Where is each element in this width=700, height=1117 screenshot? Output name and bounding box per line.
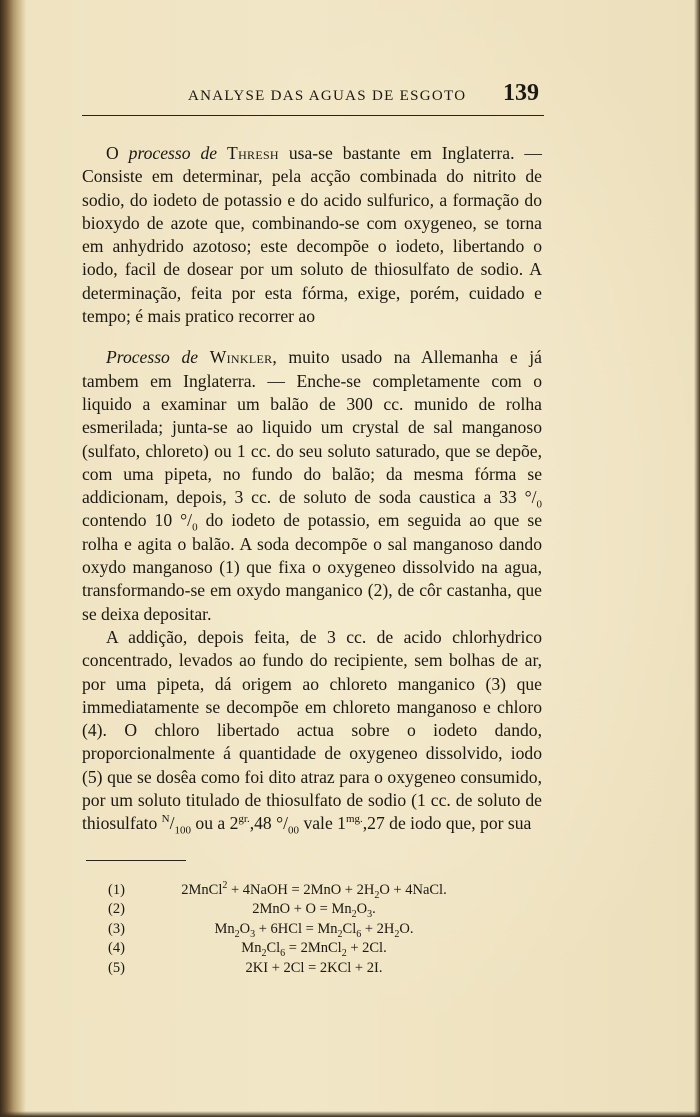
equation-part: Mn: [214, 920, 235, 937]
text-run: 0: [536, 498, 542, 511]
book-spine-shadow: [0, 0, 26, 1117]
equation-part: + 2H: [361, 920, 395, 937]
equation-part: 2KI + 2Cl = 2KCl + 2I.: [245, 959, 383, 976]
text-run: ou a 2: [191, 813, 239, 834]
text-run: N: [161, 813, 170, 826]
text-run: /: [169, 813, 175, 834]
equation-part: 6: [356, 928, 362, 940]
footnote-4: [108, 940, 488, 959]
text-run: Winkler: [209, 347, 273, 368]
text-run: 0: [192, 521, 198, 534]
text-run: Thresh: [227, 143, 279, 163]
equation-part: Mn: [241, 940, 262, 957]
equation-part: Cl: [266, 940, 281, 957]
equation-part: 2: [394, 928, 400, 940]
text-run: , muito usado na Allemanha e já tambem em Inglaterra. — Enche-se completamente com o liquido a examinar um balão de 300 cc. munido de rolha esmerilada; junta-se ao liquido um crystal de sal manganoso (sulfato, chloreto) ou 1 cc. do seu soluto saturado, que se depõe, com uma pipeta, no fundo do balão; da mesma fórma se addicionam, depois, 3 cc. de soluto de soda caustica a 33 °/: [82, 347, 542, 508]
footnote-3: [108, 921, 488, 940]
footnote-equation: [144, 882, 484, 899]
equation-part: O.: [399, 920, 414, 937]
header-rule: [82, 115, 544, 116]
equation-part: 2: [261, 948, 267, 960]
text-run: contendo 10 °/: [82, 510, 193, 531]
footnote-number: (2): [108, 901, 125, 918]
text-run: [198, 347, 210, 367]
text-run: usa-se bastante em Inglaterra. — Consiste em determinar, pela acção combinada do nitrito de sodio, do iodeto de potassio e do acido sulfurico, a formação do bioxydo de azote que, combinando-se com oxygeneo, se torna em anhydrido azotoso; este decompõe o iodeto, libertando o iodo, facil de dosear por um soluto de thiosulfato de sodio. A determinação, feita por esta fórma, exige, porém, cuidado e tempo; é mais pratico recorrer ao: [82, 143, 543, 327]
body-text: [82, 142, 542, 836]
running-header: ANALYSE DAS AGUAS DE ESGOTO: [188, 88, 467, 104]
equation-part: 3: [250, 928, 256, 940]
text-run: 100: [174, 824, 191, 837]
equation-part: 2: [337, 928, 343, 940]
page-edge-bottom: [0, 1111, 700, 1117]
footnotes: [108, 882, 488, 979]
footnote-2: [108, 901, 488, 920]
equation-part: Cl: [342, 920, 357, 937]
footnote-5: [108, 960, 488, 979]
text-run: [217, 143, 227, 163]
text-run: do iodeto de potassio, em seguida ao que se rolha e agita o balão. A soda decompõe o sal manganoso dando oxydo manganoso (1) que fixa o oxygeneo dissolvido na agua, transformando-se em oxydo manganico (2), de côr castanha, que se deixa depositar.: [82, 510, 542, 624]
equation-part: 2: [341, 948, 347, 960]
text-run: O: [106, 143, 129, 163]
text-run: 00: [288, 824, 300, 837]
equation-part: + 6HCl = Mn: [255, 920, 338, 937]
text-run: mg.: [345, 813, 363, 826]
footnote-number: (4): [108, 940, 125, 957]
equation-part: O: [356, 901, 368, 918]
paragraph-winkler: [82, 346, 542, 626]
equation-part: 6: [280, 948, 286, 960]
equation-part: 3: [367, 909, 373, 921]
equation-part: 2: [222, 880, 228, 892]
page-number: 139: [503, 80, 539, 106]
equation-part: + 2Cl.: [346, 940, 387, 957]
equation-part: 2MnCl: [181, 882, 223, 898]
paragraph-addicao: [82, 626, 542, 836]
equation-part: .: [372, 901, 376, 918]
text-run: gr.: [238, 813, 250, 826]
footnote-equation: [144, 901, 484, 921]
footnote-equation: [144, 921, 484, 938]
equation-part: 2: [351, 909, 357, 921]
equation-part: 2: [234, 928, 240, 940]
equation-part: = 2MnCl: [285, 940, 342, 957]
footnote-number: (1): [108, 882, 125, 898]
equation-part: 2: [374, 889, 380, 901]
footnote-rule: [86, 860, 186, 861]
paragraph-thresh: [82, 142, 542, 328]
text-run: ,48 °/: [249, 813, 289, 834]
page-edge-right: [694, 0, 700, 1117]
text-run: ,27 de iodo que, por sua: [362, 813, 532, 834]
equation-part: O + 4NaCl.: [379, 882, 447, 898]
text-run: A addição, depois feita, de 3 cc. de acido chlorhydrico concentrado, levados ao fundo do recipiente, sem bolhas de ar, por uma pipeta, dá origem ao chloreto manganico (3) que immediatamente se decompõe em chloreto manganoso e chloro (4). O chloro libertado actua sobre o iodeto dando, proporcionalmente á quantidade de oxygeneo dissolvido, iodo (5) que se dosêa como foi dito atraz para o oxygeneo consumido, por um soluto titulado de thiosulfato de sodio (1 cc. de soluto de thiosulfato: [82, 626, 542, 834]
equation-part: 2MnO + O = Mn: [252, 901, 352, 918]
equation-part: + 4NaOH = 2MnO + 2H: [227, 882, 375, 898]
footnote-1: [108, 882, 488, 901]
equation-part: O: [239, 920, 251, 937]
footnote-equation: [144, 960, 484, 977]
footnote-number: (5): [108, 959, 125, 976]
text-run: vale 1: [299, 813, 346, 834]
text-run: processo de: [128, 143, 218, 163]
footnote-equation: [144, 940, 484, 960]
footnote-number: (3): [108, 920, 125, 937]
text-run: Processo de: [106, 347, 199, 368]
